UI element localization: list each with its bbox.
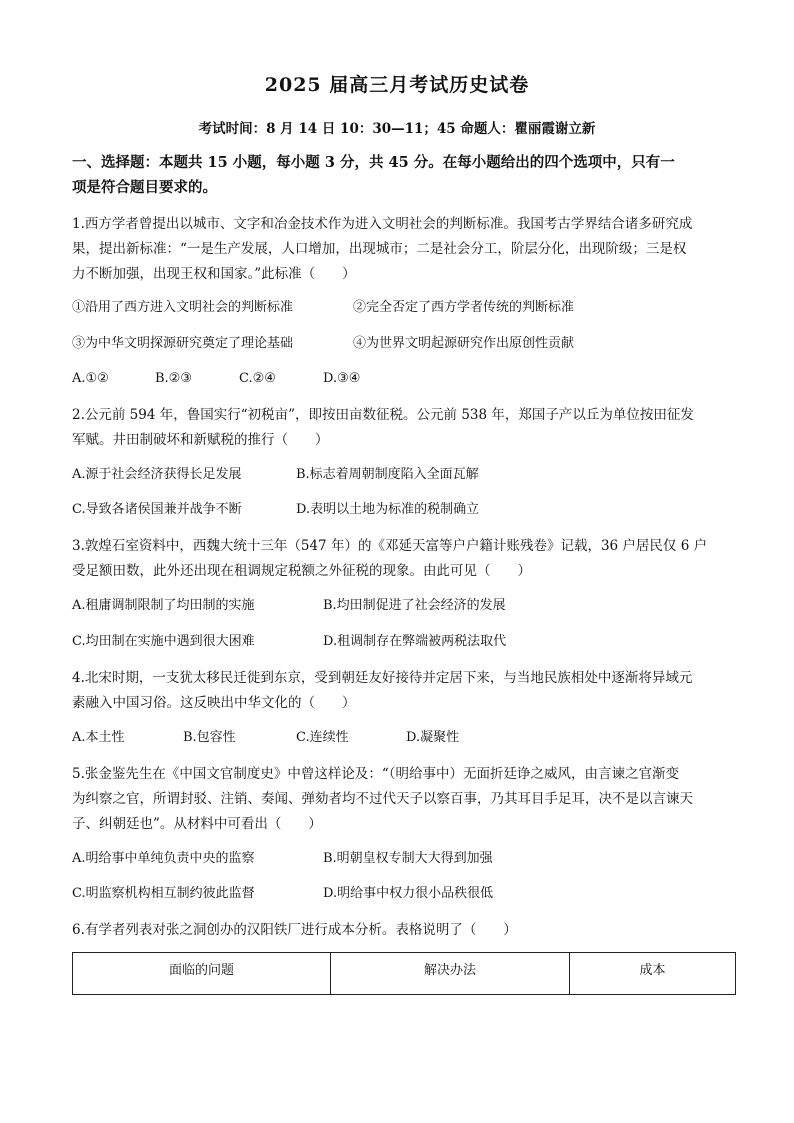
question-line: 军赋。井田制破坏和新赋税的推行（ ） (72, 432, 329, 448)
question-1-stem (72, 212, 736, 287)
question-line: 受足额田数，此外还出现在租调规定税额之外征税的现象。由此可见（ ） (72, 563, 531, 579)
option-d: D.明给事中权力很小品秩很低 (323, 886, 494, 901)
exam-info: 考试时间：8 月 14 日 10：30—11；45 命题人：瞿丽霞谢立新 (198, 121, 596, 137)
table-header-cell: 解决办法 (331, 953, 570, 995)
section-heading-line: 一、选择题：本题共 15 小题，每小题 3 分，共 45 分。在每小题给出的四个选项中，只有一 (72, 154, 675, 171)
question-line: 子、纠朝廷也”。从材料中可看出（ ） (72, 816, 322, 832)
cost-analysis-table (72, 952, 736, 995)
statement-2: ②完全否定了西方学者传统的判断标准 (353, 300, 575, 315)
question-line: 5.张金鉴先生在《中国文官制度史》中曾这样论及：“（明给事中）无面折廷诤之威风，由言谏之官渐变 (72, 766, 680, 782)
option-b: B.标志着周朝制度陷入全面瓦解 (296, 467, 479, 482)
section-heading (72, 150, 732, 200)
question-line: 力不断加强，出现王权和国家。”此标准（ ） (72, 266, 356, 282)
question-3-stem (72, 534, 736, 584)
option-c: C.②④ (239, 371, 276, 386)
option-d: D.租调制存在弊端被两税法取代 (323, 634, 507, 649)
option-d: D.凝聚性 (406, 730, 460, 745)
option-a: A.①② (72, 371, 109, 386)
question-6-stem (72, 918, 736, 943)
option-d: D.表明以土地为标准的税制确立 (296, 502, 480, 517)
option-d: D.③④ (323, 371, 361, 386)
statement-3: ③为中华文明探源研究奠定了理论基础 (72, 336, 294, 351)
question-line: 3.敦煌石室资料中，西魏大统十三年（547 年）的《邓延天富等户户籍计账残卷》记载，36 户居民仅 6 户 (72, 538, 708, 554)
question-5-stem (72, 762, 736, 837)
statement-1: ①沿用了西方进入文明社会的判断标准 (72, 300, 294, 315)
section-heading-line: 项是符合题目要求的。 (72, 179, 217, 196)
question-2-stem (72, 403, 736, 453)
option-c: C.连续性 (296, 730, 349, 745)
option-b: B.均田制促进了社会经济的发展 (323, 598, 506, 613)
option-a: A.源于社会经济获得长足发展 (72, 467, 242, 482)
page-title: 2025 届高三月考试历史试卷 (264, 74, 530, 96)
option-a: A.租庸调制限制了均田制的实施 (72, 598, 255, 613)
table-header-row (73, 953, 736, 995)
question-line: 4.北宋时期，一支犹太移民迁徙到东京，受到朝廷友好接待并定居下来，与当地民族相处中逐渐将异域元 (72, 670, 693, 686)
option-b: B.②③ (155, 371, 192, 386)
option-a: A.明给事中单纯负责中央的监察 (72, 851, 255, 866)
question-line: 素融入中国习俗。这反映出中华文化的（ ） (72, 695, 356, 711)
question-4-stem (72, 666, 736, 716)
table-header-cell: 成本 (570, 953, 736, 995)
option-b: B.包容性 (183, 730, 236, 745)
option-a: A.本土性 (72, 730, 125, 745)
option-c: C.均田制在实施中遇到很大困难 (72, 634, 255, 649)
question-line: 果，提出新标准：“一是生产发展，人口增加，出现城市；二是社会分工，阶层分化，出现阶级；三是权 (72, 241, 687, 257)
question-line: 6.有学者列表对张之洞创办的汉阳铁厂进行成本分析。表格说明了（ ） (72, 922, 517, 938)
option-c: C.明监察机构相互制约彼此监督 (72, 886, 255, 901)
table-header-cell: 面临的问题 (73, 953, 331, 995)
question-line: 2.公元前 594 年，鲁国实行“初税亩”，即按田亩数征税。公元前 538 年，郑国子产以丘为单位按田征发 (72, 407, 694, 423)
option-c: C.导致各诸侯国兼并战争不断 (72, 502, 242, 517)
question-line: 1.西方学者曾提出以城市、文字和冶金技术作为进入文明社会的判断标准。我国考古学界结合诸多研究成 (72, 216, 693, 232)
question-line: 为纠察之官，所谓封驳、注销、奏闻、弹劾者均不过代天子以察百事，乃其耳目手足耳，决不是以言谏天 (72, 791, 693, 807)
option-b: B.明朝皇权专制大大得到加强 (323, 851, 493, 866)
statement-4: ④为世界文明起源研究作出原创性贡献 (353, 336, 575, 351)
